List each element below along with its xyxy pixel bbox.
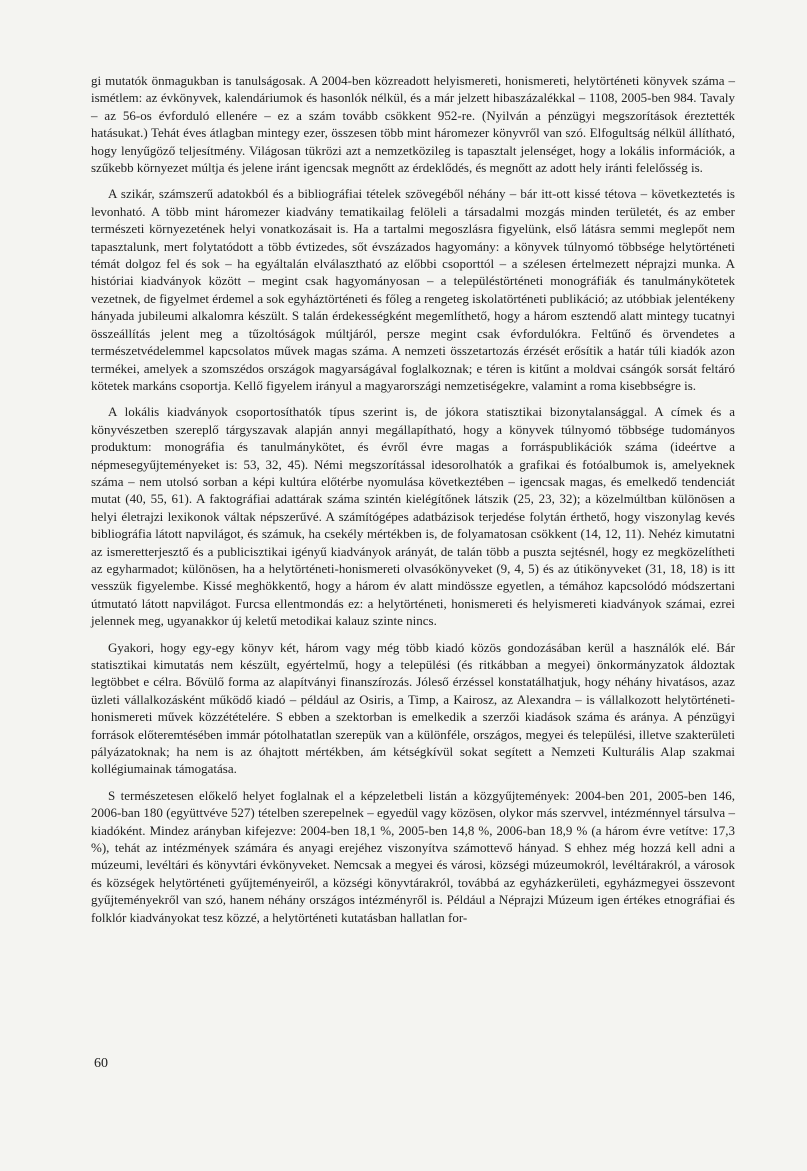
- body-text: [91, 72, 735, 926]
- paragraph-5: S természetesen előkelő helyet foglalnak el a képzeletbeli listán a közgyűjtemények: 2004-ben 201, 2005-ben 146, 2006-ban 180 (együttvéve 527) tételben szerepelnek – egyedül vagy közösen, olykor más szervvel, intézménnyel társulva – kiadóként. Mindez arányban kifejezve: 2004-ben 18,1 %, 2005-ben 14,8 %, 2006-ban 18,9 % (a három évre vetítve: 17,3 %), tehát az intézmények számára és anyagi erejéhez viszonyítva számottevő hányad. S ehhez még hozzá kell adni a múzeumi, levéltári és könyvtári évkönyveket. Nemcsak a megyei és városi, községi múzeumokról, levéltárakról, a városok és községek helytörténeti gyűjteményeiről, a községi könyvtárakról, továbbá az egyházkerületi, egyházmegyei összevont gyűjteményekről van szó, hanem néhány országos intézményről is. Például a Néprajzi Múzeum igen értékes etnográfiai és folklór kiadványokat tesz közzé, a helytörténeti kutatásban hallatlan for-: [91, 787, 735, 925]
- paragraph-1: gi mutatók önmagukban is tanulságosak. A 2004-ben közreadott helyismereti, honismereti, helytörténeti könyvek száma – ismétlem: az évkönyvek, kalendáriumok és hasonlók nélkül, és a már jelzett hibaszázalékkal – 1108, 2005-ben 984. Tavaly – az 56-os évforduló ellenére – ez a szám tovább csökkent 952-re. (Nyilván a pénzügyi megszorítások éreztették hatásukat.) Tehát éves átlagban mintegy ezer, összesen több mint háromezer könyvről van szó. Elfogultság nélkül állítható, hogy lenyűgöző teljesítmény. Világosan tükrözi azt a nemzetközileg is tapasztalt jelenséget, hogy a lokális információk, a szűkebb környezet múltja és jelene iránt igencsak megnőtt az érdeklődés, és megnőtt az adott hely iránti felelősség is.: [91, 73, 735, 176]
- page-number: 60: [94, 1056, 108, 1071]
- paragraph-2: A szikár, számszerű adatokból és a bibliográfiai tételek szövegéből néhány – bár itt-ott kissé tétova – következtetés is levonható. A több mint háromezer kiadvány tematikailag felöleli a társadalmi mozgás minden területét, és az ember természeti környezetének helyi vonatkozásait is. Ha a tartalmi megoszlásra figyelünk, első látásra semmi meglepőt nem tapasztalunk, mert folytatódott a több évtizedes, sőt évszázados hagyomány: a könyvek túlnyomó többsége helytörténeti témát dolgoz fel és sok – ha egyáltalán elválasztható az előbbi csoporttól – a szélesen értelmezett néprajzi munka. A históriai kiadványok között – megint csak hagyományosan – a településtörténeti monográfiák és tanulmánykötetek vezetnek, de figyelmet érdemel a sok egyháztörténeti és főleg a rengeteg iskolatörténeti publikáció; az utóbbiak jelentékeny hányada jubileumi alkalomra készült. S talán érdekességként megemlíthető, hogy a három esztendő alatt mintegy tucatnyi összeállítás jelent meg a tűzoltóságok múltjáról, persze megint csak évfordulókra. Feltűnő és örvendetes a természetvédelemmel kapcsolatos művek magas száma. A nemzeti összetartozás érzését erősítik a határ túli kiadók azon termékei, amelyek a szomszédos országok magyarságával foglalkoznak; e téren is kitűnt a moldvai csángók sorsát feltáró kötetek markáns csoportja. Kellő figyelem irányul a magyarországi nemzetiségekre, valamint a roma kisebbségre is.: [91, 186, 735, 393]
- paragraph-4: Gyakori, hogy egy-egy könyv két, három vagy még több kiadó közös gondozásában kerül a használók elé. Bár statisztikai kimutatás nem készült, egyértelmű, hogy a települési (és ritkábban a megyei) önkormányzatok áldoztak legtöbbet e célra. Bővülő forma az alapítványi finanszírozás. Jóleső érzéssel konstatálhatjuk, hogy néhány hivatásos, azaz üzleti vállalkozásként működő kiadó – például az Osiris, a Timp, a Kairosz, az Alexandra – is vállalkozott helytörténeti-honismereti művek közzétételére. S ebben a szektorban is emelkedik a szerzői kiadások száma és aránya. A pénzügyi források előteremtésében immár pótolhatatlan szerepük van a különféle, országos, megyei és települési, illetve szakterületi pályázatoknak; ha nem is az óhajtott mértékben, ám kétségkívül sokat segített a Nemzeti Kulturális Alap szakmai kollégiumainak támogatása.: [91, 639, 735, 777]
- paragraph-3: A lokális kiadványok csoportosíthatók típus szerint is, de jókora statisztikai bizonytalansággal. A címek és a könyvészetben szereplő tárgyszavak alapján annyi megállapítható, hogy a könyvek túlnyomó többsége tudományos produktum: monográfia és tanulmánykötet, és évről évre magas a forráspublikációk száma (ideértve a népmesegyűjteményeket is: 53, 32, 45). Némi megszorítással idesorolhatók a grafikai és fotóalbumok is, amelyeknek száma – nem utolsó sorban a képi kultúra előtérbe nyomulása következtében – igencsak magas, és emelkedő tendenciát mutat (40, 55, 61). A faktográfiai adattárak száma szintén kielégítőnek látszik (25, 23, 32); a közelmúltban különösen a helyi életrajzi lexikonok váltak népszerűvé. A számítógépes adatbázisok terjedése folytán érthető, hogy viszonylag kevés bibliográfia látott napvilágot, és számuk, ha csekély mértékben is, de folyamatosan csökkent (14, 12, 11). Nehéz kimutatni az ismeretterjesztő és a publicisztikai igényű kiadványok arányát, de talán több a puszta sejtésnél, hogy ez megközelítheti az egyharmadot; különösen, ha a helytörténeti-honismereti olvasókönyveket (9, 4, 5) és az útikönyveket (31, 18, 18) is itt vesszük figyelembe. Kissé meghökkentő, hogy a három év alatt mindössze egyetlen, a témához kapcsolódó módszertani útmutató látott napvilágot. Furcsa ellentmondás ez: a helytörténeti, honismereti és helyismereti kiadványok számai, ezrei jelennek meg, ugyanakkor új keletű metodikai kalauz szinte nincs.: [91, 404, 735, 629]
